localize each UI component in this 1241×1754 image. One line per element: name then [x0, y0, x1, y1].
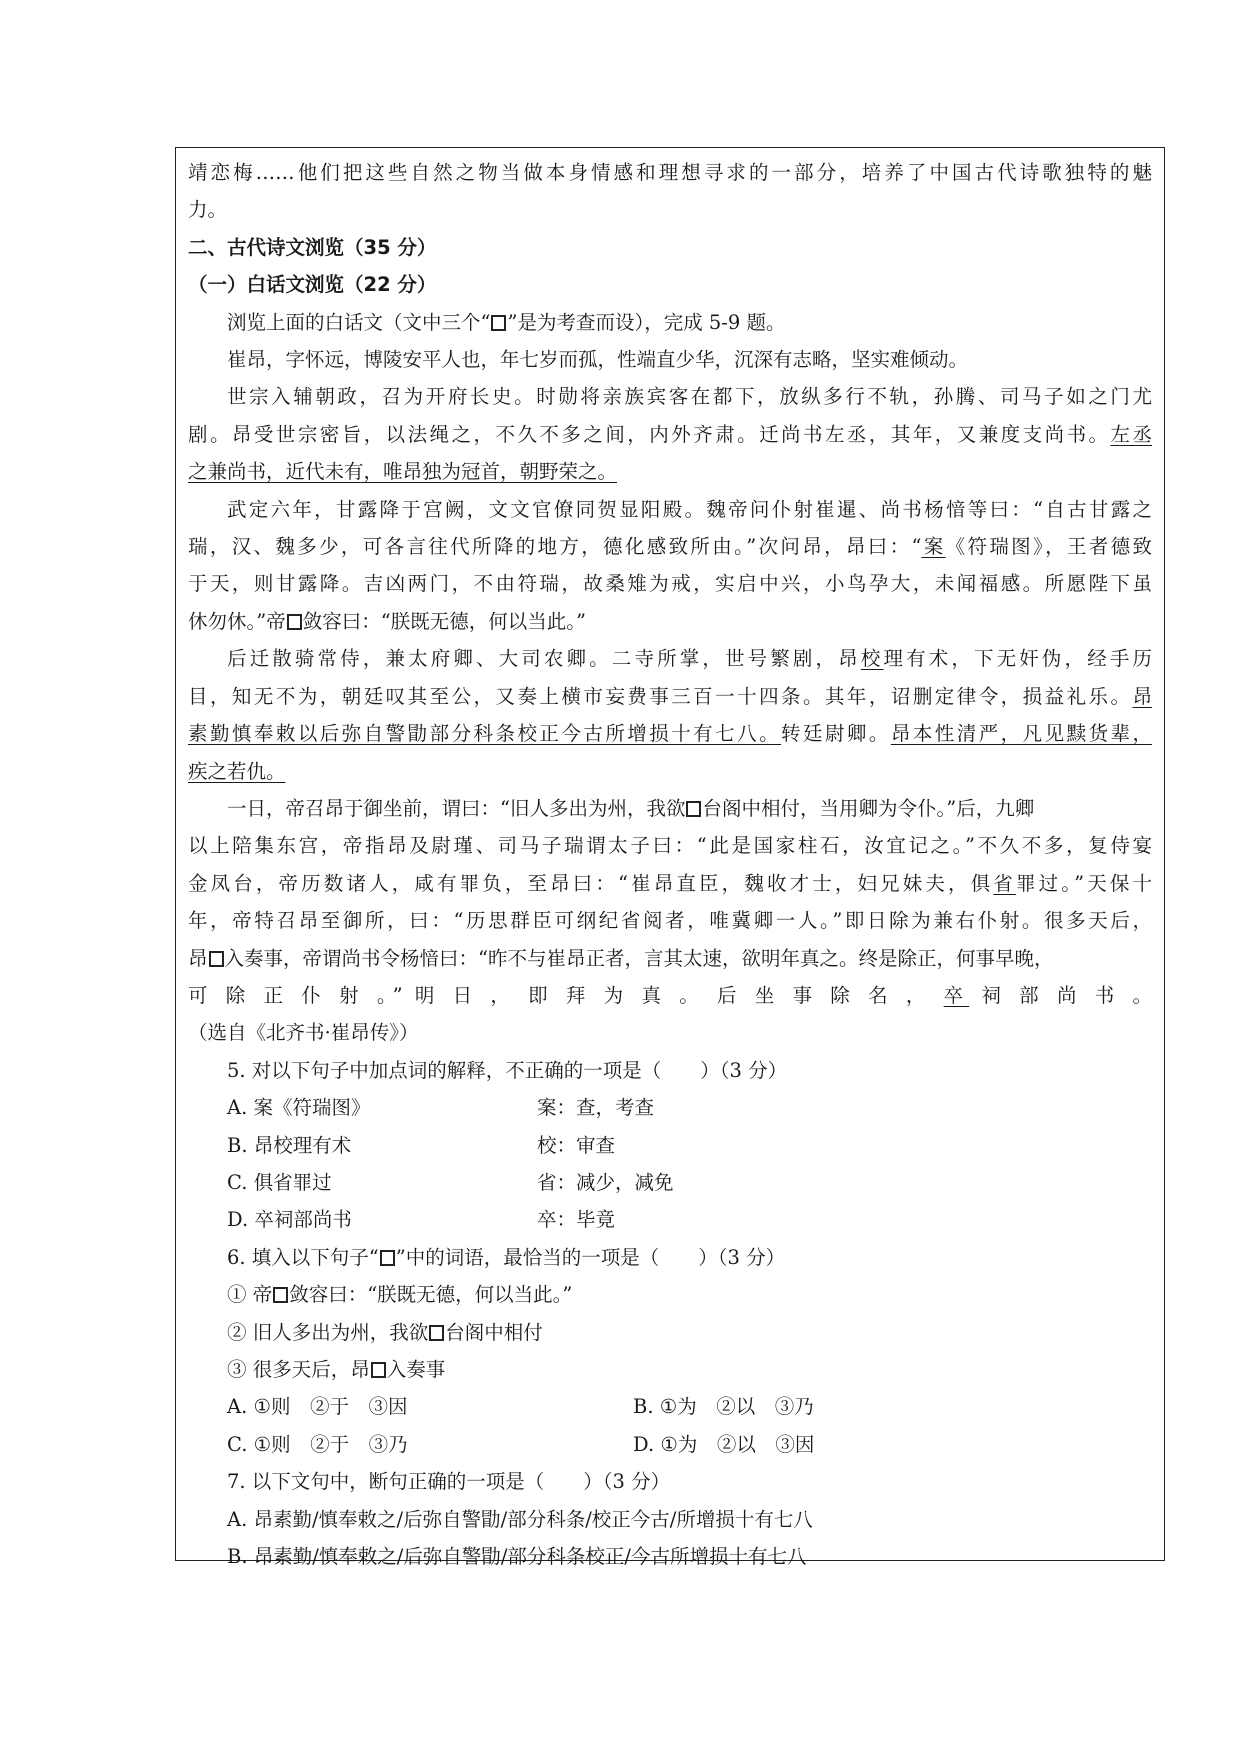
q7-option-a: A. 昂素勤/慎奉敕之/后弥自警勖/部分科条/校正今古/所增损十有七八 [227, 1507, 813, 1531]
p4-text-d: 转廷尉卿。 [781, 722, 891, 746]
q6-option-c: C. ①则 ②于 ③乃 [227, 1432, 408, 1456]
q6-stem-post: ”中的词语，最恰当的一项是（ ）（3 分） [395, 1245, 786, 1269]
q6-option-d: D. ①为 ②以 ③因 [633, 1432, 815, 1456]
p4-underlined-end: 疾之若仇。 [188, 759, 286, 783]
blank-box-icon [491, 315, 506, 331]
p5-text-b: 台阁中相付，当用卿为令仆。”后，九卿 [702, 796, 1035, 820]
passage-p2-line1: 世宗入辅朝政，召为开府长史。时勋将亲族宾客在都下，放纵多行不轨，孙腾、司马子如之门尤 [227, 385, 1152, 409]
p5-text-f: 入奏事，帝谓尚书令杨愔曰：“昨不与崔昂正者，言其太速，欲明年真之。终是除正，何事早晚， [224, 946, 1054, 970]
blank-box-icon [429, 1325, 444, 1341]
p5-text-c: 金凤台，帝历数诸人，咸有罪负，至昂曰：“崔昂直臣，魏收才士，妇兄妹夫，俱 [188, 871, 994, 895]
p5-text-g: 可 除 正 仆 射 。” 明 日 ， 即 拜 为 真 。 后 坐 事 除 名 ， [188, 983, 932, 1007]
q6-sentence-2 [188, 1314, 1152, 1351]
passage-p5-line6 [188, 977, 1152, 1014]
passage-p3-line4 [188, 603, 1152, 640]
q6-stem-pre: 6. 填入以下句子“ [227, 1245, 379, 1269]
q6-options-cd [188, 1426, 1152, 1463]
q6-option-b: B. ①为 ②以 ③乃 [633, 1395, 814, 1419]
passage-p5-line3 [188, 865, 1152, 902]
q6-options-ab [188, 1388, 1152, 1425]
blank-box-icon [287, 614, 302, 630]
marked-word-an: 案 [921, 535, 946, 559]
p4-text-a: 后迁散骑常侍，兼太府卿、大司农卿。二寺所掌，世号繁剧，昂 [227, 647, 861, 671]
passage-p4-line3 [188, 715, 1152, 752]
q6-s1-pre: ① 帝 [227, 1283, 273, 1307]
p5-text-d: 罪过。”天保十 [1015, 871, 1152, 895]
q6-sentence-3 [188, 1351, 1152, 1388]
marked-word-sheng: 省 [993, 871, 1016, 895]
blank-box-icon [380, 1250, 395, 1266]
p3-text-c: 休勿休。”帝 [188, 609, 286, 633]
q6-s2-post: 台阁中相付 [445, 1320, 543, 1344]
instruction [188, 304, 1152, 341]
passage-p3-line2 [188, 528, 1152, 565]
p3-text-a: 瑞，汉、魏多少，可各言往代所降的地方，德化感致所由。”次问昂，昂曰：“ [188, 535, 922, 559]
q5-option-b [188, 1127, 1152, 1164]
p3-text-b: 《符瑞图》，王者德致 [945, 535, 1152, 559]
p3-text-d: 敛容曰：“朕既无德，何以当此。” [302, 609, 586, 633]
q5-stem: 5. 对以下句子中加点词的解释，不正确的一项是（ ）（3 分） [227, 1058, 788, 1082]
passage-p4-line4 [188, 753, 1152, 790]
p5-text-a: 一日，帝召昂于御坐前，谓曰：“旧人多出为州，我欲 [227, 796, 686, 820]
q5-option-b-label: B. 昂校理有术 [227, 1133, 352, 1157]
p4-text-c: 目，知无不为，朝廷叹其至公，又奏上横市妄费事三百一十四条。其年，诏删定律令，损益礼乐。 [188, 684, 1133, 708]
marked-word-zu: 卒 [943, 983, 970, 1007]
intro-line-2: 力。 [188, 198, 228, 222]
q5-option-d [188, 1201, 1152, 1238]
blank-box-icon [686, 801, 701, 817]
q5-option-d-label: D. 卒祠部尚书 [227, 1208, 352, 1232]
passage-p5-line1 [188, 790, 1152, 827]
section-heading: 二、古代诗文浏览（35 分） [188, 235, 437, 259]
marked-word-jiao: 校 [860, 647, 884, 671]
p4-underlined-start: 昂 [1132, 684, 1152, 708]
blank-box-icon [273, 1287, 288, 1303]
q5-option-c-label: C. 俱省罪过 [227, 1170, 332, 1194]
passage-source: （选自《北齐书·崔昂传》） [188, 1021, 419, 1045]
p4-underlined-sentence: 素勤慎奉敕以后弥自警勖部分科条校正今古所增损十有七八。 [188, 722, 782, 746]
p2-text: 剧。昂受世宗密旨，以法绳之，不久不多之间，内外齐肃。迁尚书左丞，其年，又兼度支尚书。 [188, 422, 1111, 446]
q6-stem [188, 1239, 1152, 1276]
q6-s1-post: 敛容曰：“朕既无德，何以当此。” [289, 1283, 573, 1307]
passage-p2-line3 [188, 453, 1152, 490]
q7-stem: 7. 以下文句中，断句正确的一项是（ ）（3 分） [227, 1470, 671, 1494]
passage-p5-line2: 以上陪集东宫，帝指昂及尉瑾、司马子瑞谓太子曰：“此是国家柱石，汝宜记之。”不久不多，复侍宴 [188, 834, 1152, 858]
p5-text-e: 昂 [188, 946, 208, 970]
q5-option-c [188, 1164, 1152, 1201]
p4-text-b: 理有术，下无奸伪，经手历 [883, 647, 1152, 671]
subsection-heading: （一）白话文浏览（22 分） [188, 273, 437, 297]
q6-s3-pre: ③ 很多天后，昂 [227, 1358, 370, 1381]
q6-sentence-1 [188, 1276, 1152, 1313]
passage-p3-line1: 武定六年，甘露降于宫阙，文文官僚同贺显阳殿。魏帝问仆射崔暹、尚书杨愔等曰：“自古甘露之 [227, 497, 1152, 521]
q6-s2-pre: ② 旧人多出为州，我欲 [227, 1320, 429, 1344]
q5-option-c-explain: 省：减少，减免 [537, 1170, 674, 1194]
question-frame [175, 147, 1165, 1569]
passage-p5-line5 [188, 940, 1152, 977]
passage-p2-line2 [188, 416, 1152, 453]
blank-box-icon [371, 1362, 386, 1378]
q5-option-a-explain: 案：查，考查 [537, 1096, 655, 1120]
q5-option-a-label: A. 案《符瑞图》 [227, 1096, 371, 1120]
q5-option-a [188, 1089, 1152, 1126]
p5-text-h: 祠 部 尚 书 。 [981, 983, 1152, 1007]
q7-option-b: B. 昂素勤/慎奉敕之/后弥自警勖/部分科条校正/今古所增损十有七八 [227, 1545, 807, 1569]
q5-option-d-explain: 卒：毕竟 [537, 1208, 616, 1232]
q5-option-b-explain: 校：审查 [537, 1133, 616, 1157]
passage-p4-line2 [188, 678, 1152, 715]
passage-p3-line3: 于天，则甘露降。吉凶两门，不由符瑞，故桑雉为戒，实启中兴，小鸟孕大，未闻福感。所愿陛下虽 [188, 572, 1152, 596]
passage-p4-line1 [188, 640, 1152, 677]
instruction-post: ”是为考查而设），完成 5-9 题。 [507, 310, 786, 334]
passage-p1: 崔昂，字怀远，博陵安平人也，年七岁而孤，性端直少华，沉深有志略，坚实难倾动。 [227, 348, 969, 372]
blank-box-icon [209, 951, 224, 967]
p2-underlined-sentence: 之兼尚书，近代未有，唯昂独为冠首，朝野荣之。 [188, 460, 618, 484]
intro-line-1: 靖恋梅……他们把这些自然之物当做本身情感和理想寻求的一部分，培养了中国古代诗歌独特的魅 [188, 161, 1152, 184]
instruction-pre: 浏览上面的白话文（文中三个“ [227, 310, 491, 334]
q6-s3-post: 入奏事 [386, 1358, 446, 1381]
q6-option-a: A. ①则 ②于 ③因 [227, 1395, 408, 1419]
p4-underlined-sentence-2: 昂本性清严，凡见黩货辈， [890, 722, 1152, 746]
passage-p5-line4: 年，帝特召昂至御所，曰：“历思群臣可纲纪省阅者，唯冀卿一人。”即日除为兼右仆射。很多天后， [188, 909, 1152, 933]
p2-underlined: 左丞 [1110, 422, 1152, 446]
